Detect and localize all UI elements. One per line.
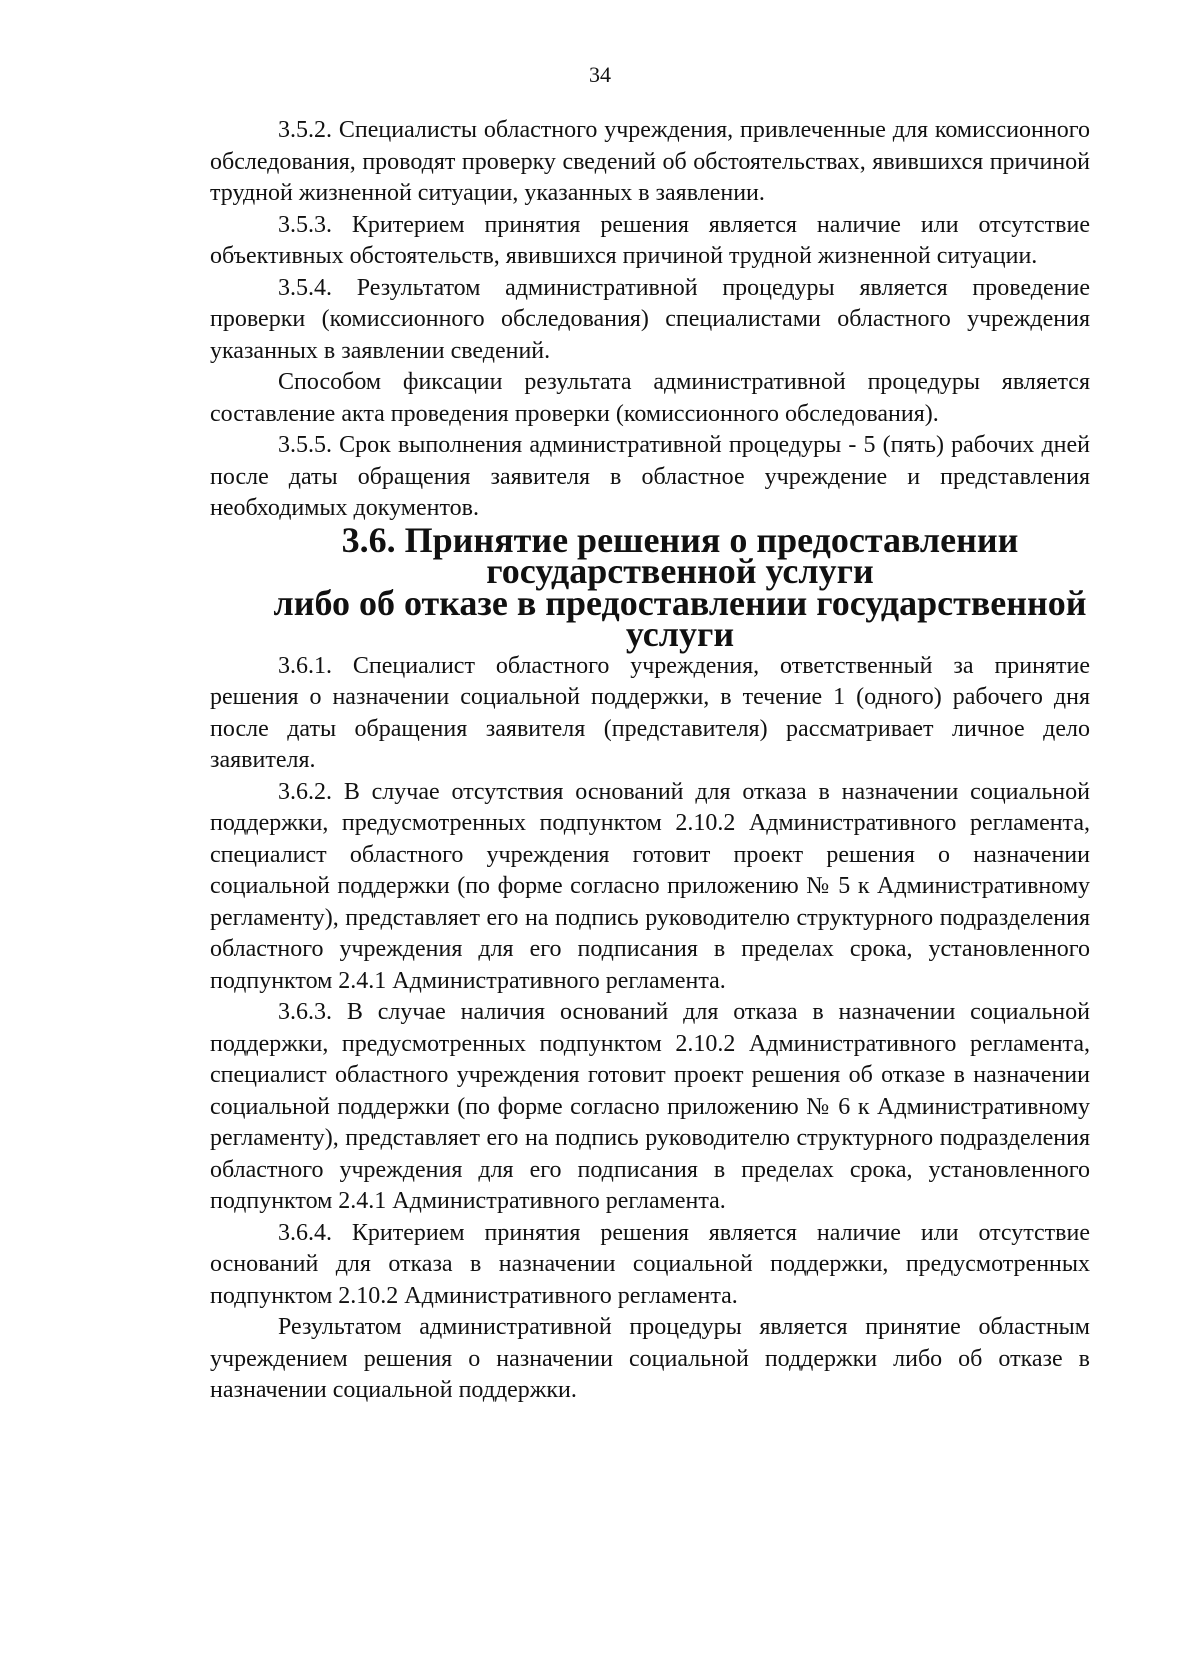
paragraph-3-5-3: 3.5.3. Критерием принятия решения является наличие или отсутствие объективных обстоятельств, явившихся причиной трудной жизненной ситуации.: [210, 211, 1090, 269]
paragraph-3-5-2: 3.5.2. Специалисты областного учреждения, привлеченные для комиссионного обследования, проводят проверку сведений об обстоятельствах, явившихся причиной трудной жизненной ситуации, указанных в заявлении.: [210, 117, 1090, 206]
section-heading-line-2: либо об отказе в предоставлении государственной услуги: [273, 582, 1087, 654]
paragraph-3-6-3: 3.6.3. В случае наличия оснований для отказа в назначении социальной поддержки, предусмотренных подпунктом 2.10.2 Административного регламента, специалист областного учреждения готовит проект решения об отказе в назначении социальной поддержки (по форме согласно приложению № 6 к Административному регламенту), представляет его на подпись руководителю структурного подразделения областного учреждения для его подписания в пределах срока, установленного подпунктом 2.4.1 Административного регламента.: [210, 999, 1090, 1214]
section-heading-3-6: [210, 519, 1090, 654]
document-body: [210, 115, 1090, 1407]
paragraph-3-6-2: 3.6.2. В случае отсутствия оснований для отказа в назначении социальной поддержки, предусмотренных подпунктом 2.10.2 Административного регламента, специалист областного учреждения готовит проект решения о назначении социальной поддержки (по форме согласно приложению № 5 к Административному регламенту), представляет его на подпись руководителю структурного подразделения областного учреждения для его подписания в пределах срока, установленного подпунктом 2.4.1 Административного регламента.: [210, 778, 1090, 994]
paragraph-3-5-5: 3.5.5. Срок выполнения административной процедуры - 5 (пять) рабочих дней после даты обращения заявителя в областное учреждение и представления необходимых документов.: [210, 432, 1090, 521]
paragraph-procedure-result: Результатом административной процедуры является принятие областным учреждением решения о назначении социальной поддержки либо об отказе в назначении социальной поддержки.: [210, 1314, 1090, 1403]
paragraph-3-5-4: 3.5.4. Результатом административной процедуры является проведение проверки (комиссионного обследования) специалистами областного учреждения указанных в заявлении сведений.: [210, 274, 1090, 364]
page-number: 34: [589, 62, 611, 87]
section-heading-line-1: 3.6. Принятие решения о предоставлении государственной услуги: [341, 519, 1019, 591]
paragraph-fixation-method: Способом фиксации результата административной процедуры является составление акта проведения проверки (комиссионного обследования).: [210, 369, 1090, 427]
paragraph-3-6-1: 3.6.1. Специалист областного учреждения, ответственный за принятие решения о назначении социальной поддержки, в течение 1 (одного) рабочего дня после даты обращения заявителя (представителя) рассматривает личное дело заявителя.: [210, 652, 1090, 773]
paragraph-3-6-4: 3.6.4. Критерием принятия решения является наличие или отсутствие оснований для отказа в назначении социальной поддержки, предусмотренных подпунктом 2.10.2 Административного регламента.: [210, 1219, 1090, 1309]
